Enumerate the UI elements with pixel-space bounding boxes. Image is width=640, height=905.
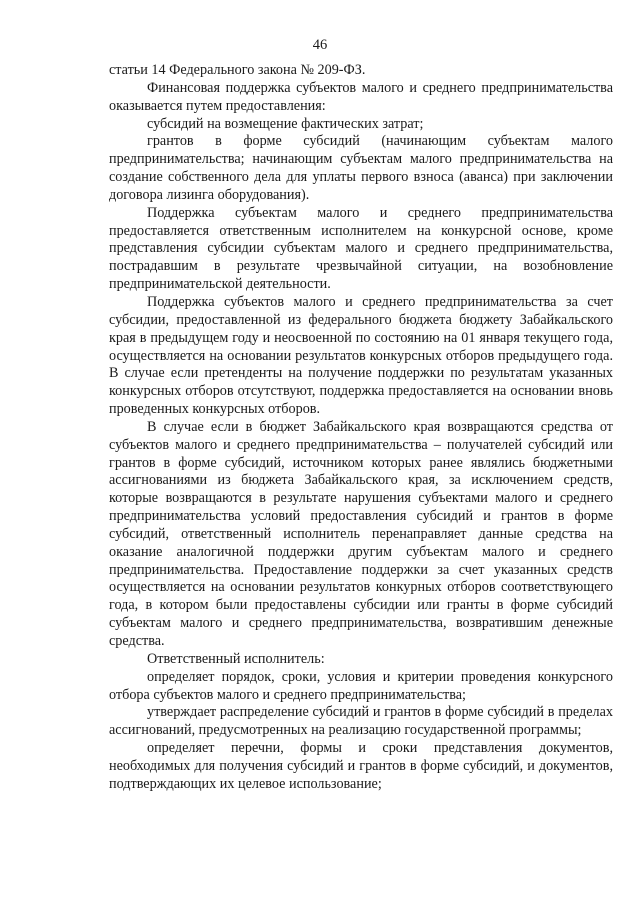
paragraph-3: субсидий на возмещение фактических затрат; bbox=[147, 115, 424, 132]
paragraph-8: Ответственный исполнитель: bbox=[147, 650, 325, 667]
paragraph-7: В случае если в бюджет Забайкальского края возвращаются средства от субъектов малого и среднего предпринимательства – получателей субсидий или грантов в форме субсидий, источником которых ранее являлись бюджетными ассигнованиями из бюджета Забайкальского края, за исключением средств, которые возвращаются в результате нарушения субъектами малого и среднего предпринимательства условий предоставления субсидий и грантов в форме субсидий, ответственный исполнитель перенаправляет данные средства на оказание аналогичной поддержки другим субъектам малого и среднего предпринимательства. Предоставление поддержки за счет указанных средств осуществляется на основании результатов конкурных отборов соответствующего года, в котором были предоставлены субсидии или гранты в форме субсидий субъектам малого и среднего предпринимательства, возвратившим денежные средства. bbox=[109, 418, 613, 649]
paragraph-11: определяет перечни, формы и сроки представления документов, необходимых для получения субсидий и грантов в форме субсидий, и документов, подтверждающих их целевое использование; bbox=[109, 740, 613, 792]
paragraph-10: утверждает распределение субсидий и грантов в форме субсидий в пределах ассигнований, предусмотренных на реализацию государственной программы; bbox=[109, 704, 613, 739]
paragraph-5: Поддержка субъектам малого и среднего предпринимательства предоставляется ответственным исполнителем на конкурсной основе, кроме представления субсидии субъектам малого и среднего предпринимательства, пострадавшим в результате чрезвычайной ситуации, на возобновление предпринимательской деятельности. bbox=[109, 204, 613, 293]
paragraph-9: определяет порядок, сроки, условия и критерии проведения конкурсного отбора субъектов малого и среднего предпринимательства; bbox=[109, 668, 613, 703]
paragraph-2: Финансовая поддержка субъектов малого и среднего предпринимательства оказывается путем предоставления: bbox=[109, 79, 613, 114]
paragraph-6: Поддержка субъектов малого и среднего предпринимательства за счет субсидии, предоставленной из федерального бюджета бюджету Забайкальского края в предыдущем году и неосвоенной по состоянию на 01 января текущего года, осуществляется на основании результатов конкурсных отборов предыдущего года. В случае если претенденты на получение поддержки по результатам указанных конкурсных отборов отсутствуют, поддержка предоставляется на основании вновь проведенных конкурсных отборов. bbox=[109, 293, 613, 418]
document-body bbox=[109, 62, 613, 794]
paragraph-4: грантов в форме субсидий (начинающим субъектам малого предпринимательства; начинающим субъектам малого предпринимательства на создание собственного дела для уплаты первого взноса (аванса) при заключении договора лизинга оборудования). bbox=[109, 133, 613, 203]
paragraph-1: статьи 14 Федерального закона № 209-ФЗ. bbox=[109, 62, 366, 78]
page-number: 46 bbox=[312, 37, 328, 53]
